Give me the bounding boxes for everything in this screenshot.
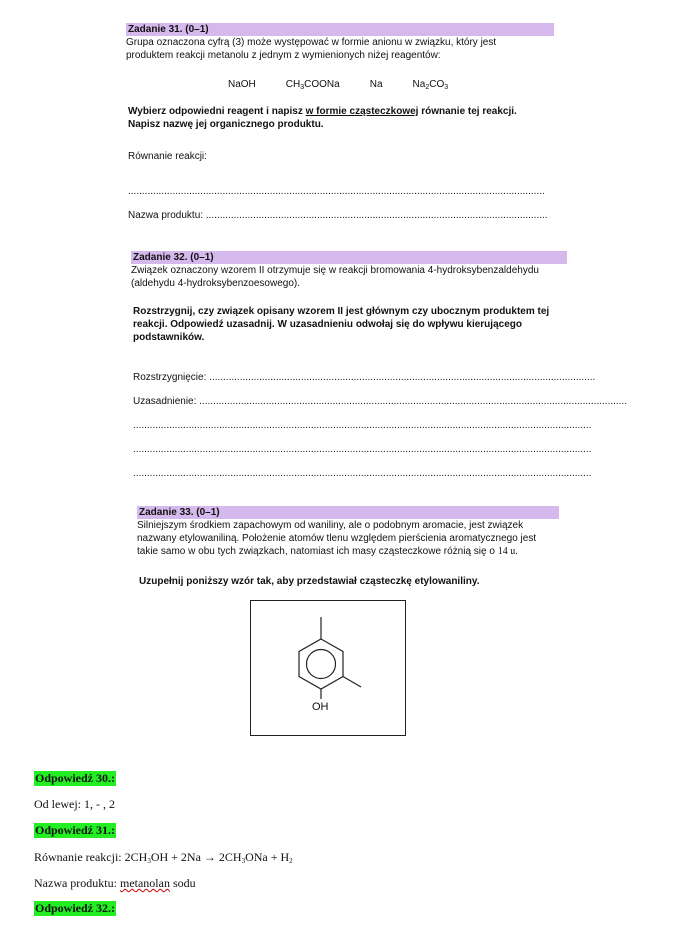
reaction-arrow-icon: → bbox=[203, 850, 216, 864]
benzene-ring bbox=[299, 639, 343, 689]
side-substituent-bond bbox=[343, 677, 361, 688]
justification-answer-line[interactable]: ..................................................................................................................................................................... bbox=[133, 420, 592, 431]
answer-31-product: Nazwa produktu: metanolan sodu bbox=[34, 876, 196, 890]
emphasis-underline: w formie cząsteczkowej bbox=[305, 106, 419, 117]
task-32-text: (aldehydu 4-hydroksybenzoesowego). bbox=[131, 278, 300, 289]
answer-30-text: Od lewej: 1, - , 2 bbox=[34, 797, 115, 811]
task-32-text: Związek oznaczony wzorem II otrzymuje się w reakcji bromowania 4-hydroksybenzaldehydu bbox=[131, 265, 539, 276]
task-33-instruction: Uzupełnij poniższy wzór tak, aby przedstawiał cząsteczkę etylowaniliny. bbox=[139, 576, 480, 587]
task-33-text: nazwany etylowaniliną. Położenie atomów tlenu względem pierścienia aromatycznego jest bbox=[137, 533, 537, 544]
task-32 bbox=[131, 251, 567, 290]
benzene-ring-drawing bbox=[251, 601, 407, 737]
task-33-header: Zadanie 33. (0–1) bbox=[137, 506, 559, 519]
justification-answer-line[interactable]: .......................................................................................................................................................... bbox=[199, 396, 628, 407]
task-31 bbox=[126, 23, 554, 62]
justification-label: Uzasadnienie: bbox=[133, 396, 197, 407]
task-33 bbox=[137, 506, 559, 558]
equation-label: Równanie reakcji: bbox=[128, 151, 207, 162]
product-answer-line[interactable]: ........................................................................................................................... bbox=[205, 210, 548, 221]
answer-32-header: Odpowiedź 32.: bbox=[35, 901, 116, 915]
task-31-text: Grupa oznaczona cyfrą (3) może występować w formie anionu w związku, który jest bbox=[126, 37, 497, 48]
answer-31-header: Odpowiedź 31.: bbox=[35, 823, 116, 837]
product-label: Nazwa produktu: bbox=[128, 210, 204, 221]
decision-answer-line[interactable]: ........................................................................................................................................... bbox=[209, 372, 596, 383]
equation-answer-line[interactable]: ...................................................................................................................................................... bbox=[128, 186, 545, 197]
decision-row bbox=[133, 371, 596, 384]
justification-answer-line[interactable]: ..................................................................................................................................................................... bbox=[133, 444, 592, 455]
justification-row bbox=[133, 395, 628, 408]
task-33-text: takie samo w obu tych związkach, natomiast ich masy cząsteczkowe różnią się o 14 u. bbox=[137, 546, 518, 557]
task-31-text: produktem reakcji metanolu z jednym z wymienionych niżej reagentów: bbox=[126, 50, 441, 61]
decision-label: Rozstrzygnięcie: bbox=[133, 372, 207, 383]
reagent-na: Na bbox=[369, 79, 383, 90]
answer-31-equation: Równanie reakcji: $2CH_3OH + 2Na \to 2CH_3ONa + H_2$ bbox=[34, 850, 293, 865]
reagent-ch3coona: $CH_3COONa$ bbox=[285, 79, 340, 91]
reagent-naoh: NaOH bbox=[228, 79, 256, 90]
task-32-header: Zadanie 32. (0–1) bbox=[131, 251, 567, 264]
task-31-header: Zadanie 31. (0–1) bbox=[126, 23, 554, 36]
task-33-text: Silniejszym środkiem zapachowym od waniliny, ale o podobnym aromacie, jest związek bbox=[137, 520, 524, 531]
reagent-list bbox=[228, 78, 478, 91]
justification-answer-line[interactable]: ..................................................................................................................................................................... bbox=[133, 468, 592, 479]
product-answer-row bbox=[128, 209, 552, 222]
spellcheck-flagged-word: metanolan bbox=[119, 876, 170, 890]
aromatic-circle bbox=[307, 650, 336, 679]
task-32-instruction: Rozstrzygnij, czy związek opisany wzorem II jest głównym czy ubocznym produktem tej reakcji. Odpowiedź uzasadnij. W uzasadnieniu odwołaj się do wpływu kierującego podstawników. bbox=[133, 306, 550, 343]
structure-box[interactable] bbox=[250, 600, 406, 736]
oh-label: OH bbox=[312, 701, 329, 713]
task-31-instruction: Wybierz odpowiedni reagent i napisz w formie cząsteczkowej równanie tej reakcji. Napisz nazwę jej organicznego produktu. bbox=[128, 106, 517, 130]
reagent-na2co3: $Na_2CO_3$ bbox=[412, 79, 449, 91]
answer-30-header: Odpowiedź 30.: bbox=[35, 771, 116, 785]
